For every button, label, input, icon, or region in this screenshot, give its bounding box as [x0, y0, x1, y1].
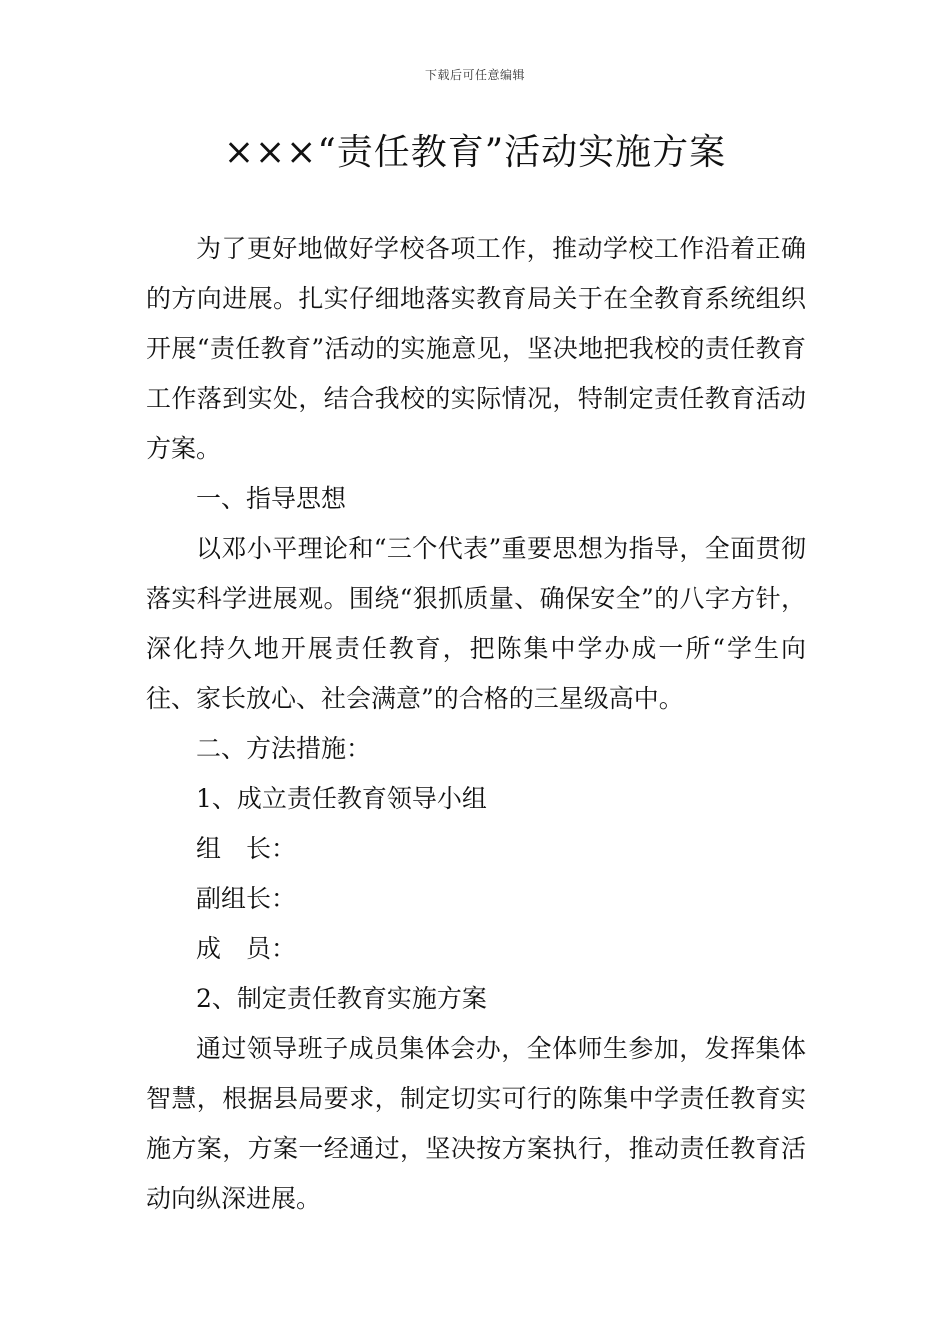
section-heading-guiding-thought: 一、指导思想: [196, 484, 347, 513]
subheading-leadership-group: 1、成立责任教育领导小组: [196, 784, 487, 813]
header-note: 下载后可任意编辑: [424, 68, 525, 82]
group-leader-line: 组 长：: [196, 834, 297, 863]
document-title: ×××“责任教育”活动实施方案: [223, 132, 727, 173]
guiding-thought-paragraph: 以邓小平理论和“三个代表”重要思想为指导，全面贯彻落实科学进展观。围绕“狠抓质量、确保安全”的八字方针，深化持久地开展责任教育，把陈集中学办成一所“学生向往、家长放心、社会满意”的合格的三星级高中。: [146, 534, 806, 713]
intro-paragraph: 为了更好地做好学校各项工作，推动学校工作沿着正确的方向进展。扎实仔细地落实教育局关于在全教育系统组织开展“责任教育”活动的实施意见，坚决地把我校的责任教育工作落到实处，结合我校的实际情况，特制定责任教育活动方案。: [146, 234, 806, 463]
subheading-implementation-plan: 2、制定责任教育实施方案: [196, 984, 487, 1013]
deputy-leader-line: 副组长：: [196, 884, 297, 913]
members-line: 成 员：: [196, 934, 297, 963]
implementation-paragraph: 通过领导班子成员集体会办，全体师生参加，发挥集体智慧，根据县局要求，制定切实可行的陈集中学责任教育实施方案，方案一经通过，坚决按方案执行，推动责任教育活动向纵深进展。: [146, 1034, 806, 1213]
document-body: [146, 224, 806, 1224]
section-heading-methods: 二、方法措施：: [196, 734, 372, 763]
